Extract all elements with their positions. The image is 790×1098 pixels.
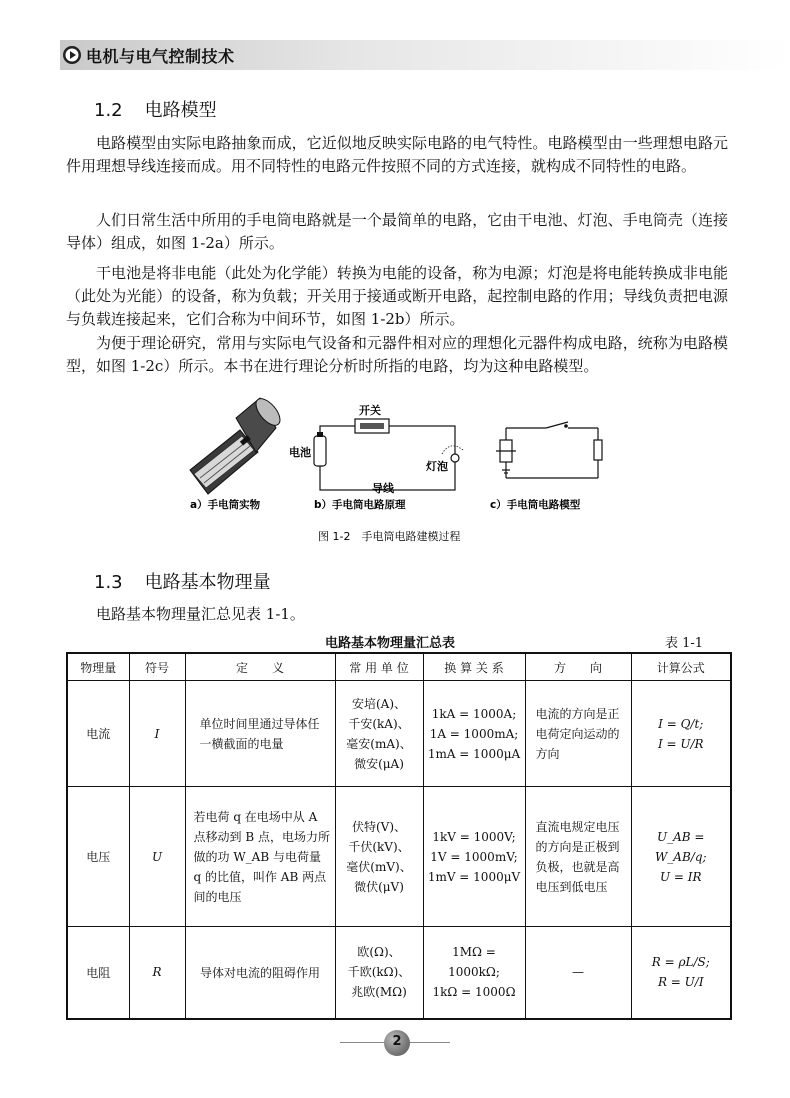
table-intro: 电路基本物理量汇总见表 1-1。 — [96, 605, 305, 623]
book-title: 电机与电气控制技术 — [86, 47, 235, 66]
header-direction: 方 向 — [525, 653, 631, 681]
table-header-row — [67, 653, 731, 681]
flashlight-illustration — [190, 395, 284, 494]
page-number-badge — [340, 1028, 450, 1058]
conversion-line: 1kV = 1000V; — [432, 829, 516, 844]
play-circle-icon — [62, 45, 82, 65]
cell-symbol: R — [129, 927, 185, 1019]
unit-line: 欧(Ω)、 — [357, 945, 401, 960]
cell-formulas — [631, 681, 731, 787]
label-switch: 开关 — [359, 404, 381, 417]
table-row — [67, 787, 731, 927]
formula-line: R = U/I — [657, 975, 704, 990]
section-title: 电路模型 — [144, 100, 217, 121]
circuit-principle-diagram — [314, 419, 463, 490]
unit-line: 安培(A)、 — [351, 696, 407, 711]
cell-units — [335, 681, 423, 787]
cell-quantity: 电流 — [67, 681, 129, 787]
table-row — [67, 681, 731, 787]
paragraph-2: 人们日常生活中所用的手电筒电路就是一个最简单的电路，它由干电池、灯泡、手电筒壳（连接导体）组成，如图 1-2a）所示。 — [66, 211, 728, 252]
conversion-line: 1kA = 1000A; — [431, 706, 517, 721]
unit-line: 毫安(mA)、 — [346, 736, 412, 751]
section-heading-1-2 — [94, 96, 217, 122]
formula-line: I = U/R — [657, 736, 704, 751]
cell-definition: 导体对电流的阻碍作用 — [185, 927, 335, 1019]
cell-units — [335, 927, 423, 1019]
caption-c: c）手电筒电路模型 — [490, 499, 581, 511]
unit-line: 伏特(V)、 — [351, 819, 407, 834]
unit-line: 毫伏(mV)、 — [346, 859, 412, 874]
figure-title: 图 1-2 手电筒电路建模过程 — [318, 530, 461, 543]
header-formula: 计算公式 — [631, 653, 731, 681]
page-number: 2 — [392, 1034, 402, 1049]
label-lamp: 灯泡 — [426, 460, 448, 473]
header-quantity: 物理量 — [67, 653, 129, 681]
cell-conversions — [423, 681, 525, 787]
running-header — [0, 0, 790, 75]
paragraph-1: 电路模型由实际电路抽象而成，它近似地反映实际电路的电气特性。电路模型由一些理想电路元件用理想导线连接而成。用不同特性的电路元件按照不同的方式连接，就构成不同特性的电路。 — [66, 134, 728, 175]
header-symbol: 符号 — [129, 653, 185, 681]
cell-formulas — [631, 787, 731, 927]
physical-quantities-table — [66, 652, 732, 1020]
unit-line: 微伏(μV) — [354, 879, 404, 894]
header-units: 常 用 单 位 — [335, 653, 423, 681]
table-row — [67, 927, 731, 1019]
conversion-line: 1V = 1000mV; — [430, 849, 518, 864]
cell-quantity: 电压 — [67, 787, 129, 927]
caption-b: b）手电筒电路原理 — [314, 499, 406, 511]
cell-direction: 直流电规定电压的方向是正极到负极，也就是高电压到低电压 — [525, 787, 631, 927]
cell-conversions — [423, 787, 525, 927]
unit-line: 千欧(kΩ)、 — [347, 965, 411, 980]
table-number: 表 1-1 — [665, 636, 704, 651]
formula-line: I = Q/t; — [658, 716, 704, 731]
conversion-line: 1A = 1000mA; — [429, 726, 519, 741]
unit-line: 兆欧(MΩ) — [351, 985, 407, 1000]
cell-definition: 若电荷 q 在电场中从 A 点移动到 B 点，电场力所做的功 W_AB 与电荷量 q 的比值，叫作 AB 两点间的电压 — [185, 787, 335, 927]
unit-line: 微安(μA) — [354, 756, 404, 771]
cell-direction: 电流的方向是正电荷定向运动的方向 — [525, 681, 631, 787]
formula-line: R = ρL/S; — [651, 955, 710, 970]
label-battery: 电池 — [289, 446, 311, 459]
cell-units — [335, 787, 423, 927]
formula-line: U_AB = W_AB/q; — [654, 829, 707, 864]
conversion-line: 1mA = 1000μA — [427, 746, 521, 761]
conversion-line: 1kΩ = 1000Ω — [432, 985, 516, 1000]
cell-definition: 单位时间里通过导体任一横截面的电量 — [185, 681, 335, 787]
section-number: 1.2 — [94, 100, 123, 121]
label-wire: 导线 — [372, 482, 394, 495]
paragraph-4: 为便于理论研究，常用与实际电气设备和元器件相对应的理想化元器件构成电路，统称为电路模型，如图 1-2c）所示。本书在进行理论分析时所指的电路，均为这种电路模型。 — [66, 334, 728, 375]
cell-direction: — — [525, 927, 631, 1019]
section-title: 电路基本物理量 — [144, 572, 271, 593]
formula-line: U = IR — [659, 869, 702, 884]
unit-line: 千安(kA)、 — [348, 716, 410, 731]
conversion-line: 1mV = 1000μV — [427, 869, 521, 884]
header-conversion: 换 算 关 系 — [423, 653, 525, 681]
section-heading-1-3 — [94, 568, 271, 594]
cell-conversions — [423, 927, 525, 1019]
cell-formulas — [631, 927, 731, 1019]
section-number: 1.3 — [94, 572, 123, 593]
cell-symbol: I — [129, 681, 185, 787]
header-definition: 定 义 — [185, 653, 335, 681]
circuit-model-diagram — [496, 422, 602, 478]
cell-symbol: U — [129, 787, 185, 927]
cell-quantity: 电阻 — [67, 927, 129, 1019]
caption-a: a）手电筒实物 — [190, 499, 261, 511]
unit-line: 千伏(kV)、 — [348, 839, 410, 854]
paragraph-3: 干电池是将非电能（此处为化学能）转换为电能的设备，称为电源；灯泡是将电能转换成非电能（此处为光能）的设备，称为负载；开关用于接通或断开电路，起控制电路的作用；导线负责把电源与负载连接起来，它们合称为中间环节，如图 1-2b）所示。 — [66, 264, 728, 328]
figure-1-2 — [180, 390, 620, 550]
table-title: 电路基本物理量汇总表 — [325, 636, 456, 651]
conversion-line: 1MΩ = 1000kΩ; — [448, 945, 500, 980]
